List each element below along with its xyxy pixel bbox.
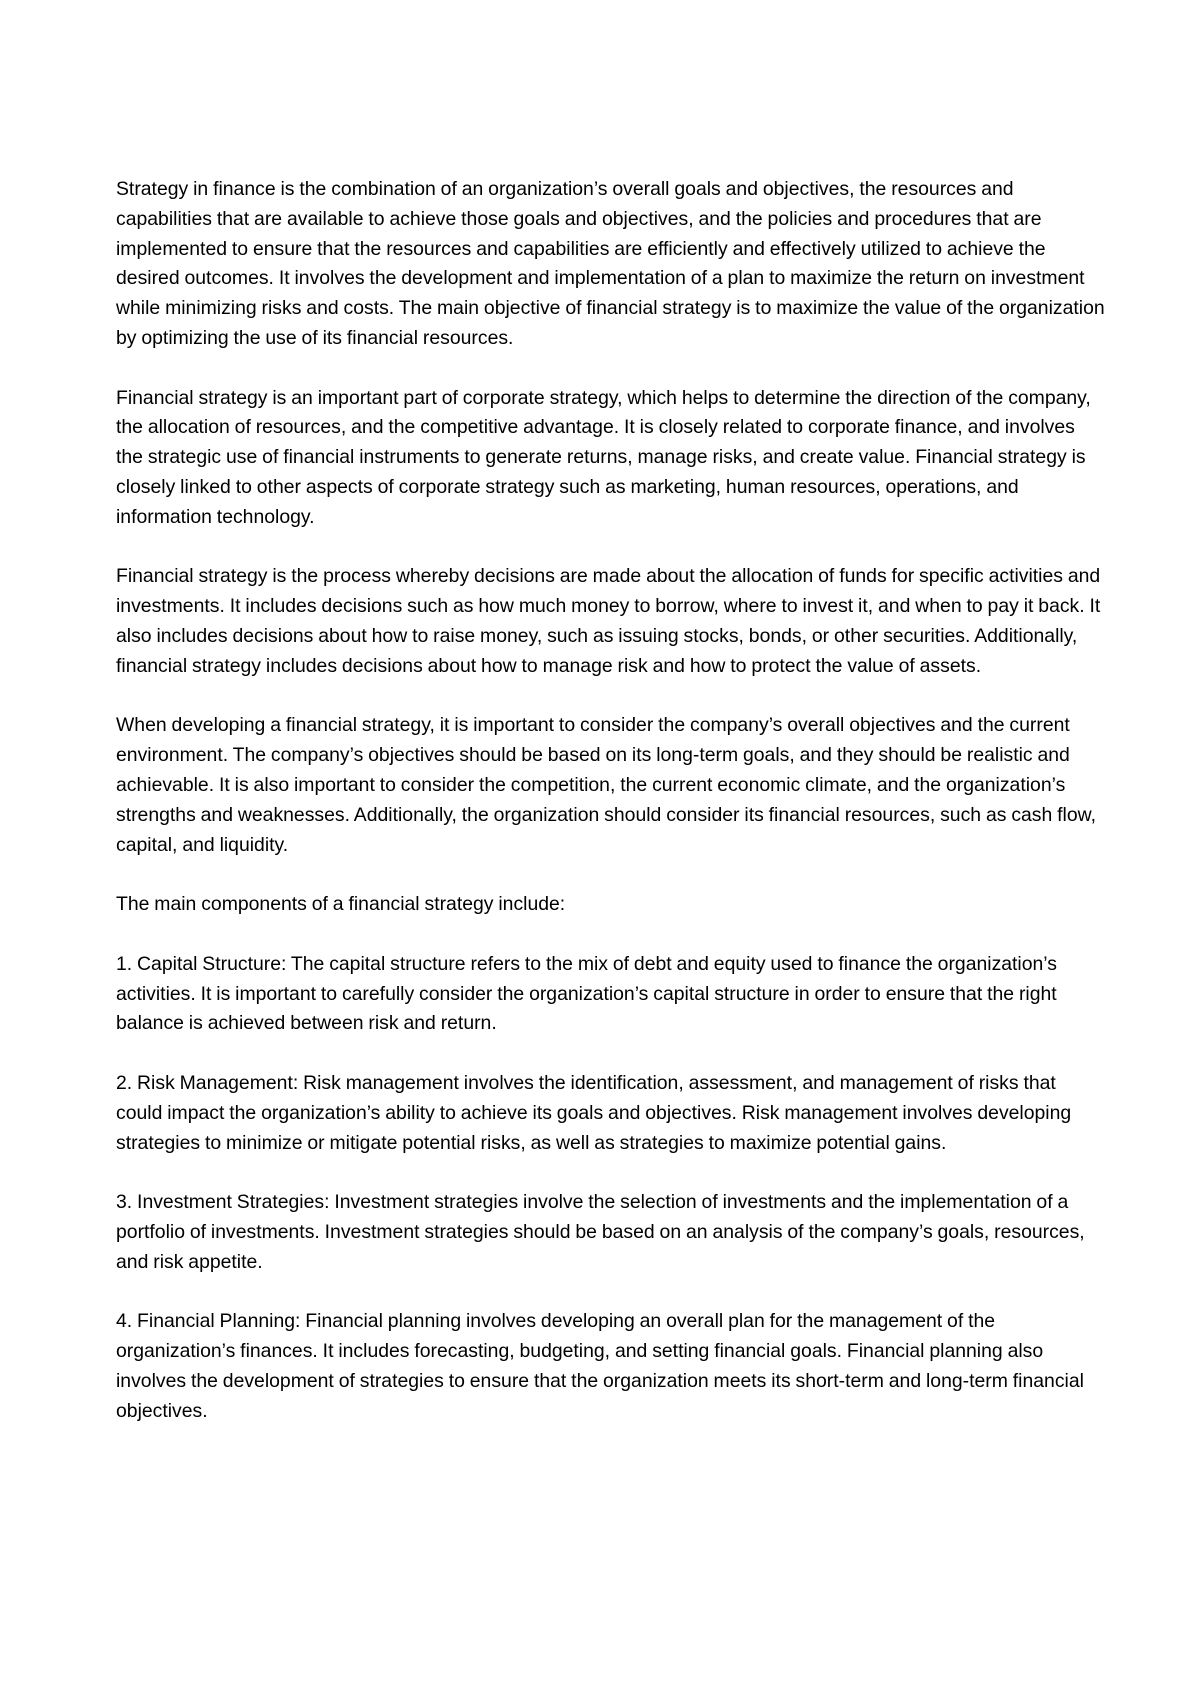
paragraph-components-intro: The main components of a financial strategy include: xyxy=(116,893,566,916)
list-item-investment-strategies: 3. Investment Strategies: Investment strategies involve the selection of investments and the implementation of a portfolio of investments. Investment strategies should be based on an analysis of the company’s goals, resources, and risk appetite. xyxy=(116,1191,1085,1273)
list-item-risk-management: 2. Risk Management: Risk management involves the identification, assessment, and management of risks that could impact the organization’s ability to achieve its goals and objectives. Risk management involves developing strategies to minimize or mitigate potential risks, as well as strategies to maximize potential gains. xyxy=(116,1071,1072,1154)
list-item-financial-planning: 4. Financial Planning: Financial planning involves developing an overall plan for the management of the organization’s finances. It includes forecasting, budgeting, and setting financial goals. Financial planning also involves the development of strategies to ensure that the organization meets its short-term and long-term financial objectives. xyxy=(116,1310,1084,1422)
paragraph-decision-process: Financial strategy is the process whereby decisions are made about the allocation of funds for specific activities and investments. It includes decisions such as how much money to borrow, where to invest it, and when to pay it back. It also includes decisions about how to raise money, such as issuing stocks, bonds, or other securities. Additionally, financial strategy includes decisions about how to manage risk and how to protect the value of assets. xyxy=(116,565,1101,677)
document-body xyxy=(116,175,1106,1426)
paragraph-developing-strategy: When developing a financial strategy, it is important to consider the company’s overall objectives and the current environment. The company’s objectives should be based on its long-term goals, and they should be realistic and achievable. It is also important to consider the competition, the current economic climate, and the organization’s strengths and weaknesses. Additionally, the organization should consider its financial resources, such as cash flow, capital, and liquidity. xyxy=(116,714,1096,856)
paragraph-corporate-strategy: Financial strategy is an important part of corporate strategy, which helps to determine the direction of the company, the allocation of resources, and the competitive advantage. It is closely related to corporate finance, and involves the strategic use of financial instruments to generate returns, manage risks, and create value. Financial strategy is closely linked to other aspects of corporate strategy such as marketing, human resources, operations, and information technology. xyxy=(116,386,1091,528)
list-item-capital-structure: 1. Capital Structure: The capital structure refers to the mix of debt and equity used to finance the organization’s activities. It is important to carefully consider the organization’s capital structure in order to ensure that the right balance is achieved between risk and return. xyxy=(116,952,1057,1035)
paragraph-intro: Strategy in finance is the combination of an organization’s overall goals and objectives, the resources and capabilities that are available to achieve those goals and objectives, and the policies and procedures that are implemented to ensure that the resources and capabilities are efficiently and effectively utilized to achieve the desired outcomes. It involves the development and implementation of a plan to maximize the return on investment while minimizing risks and costs. The main objective of financial strategy is to maximize the value of the organization by optimizing the use of its financial resources. xyxy=(116,178,1105,349)
